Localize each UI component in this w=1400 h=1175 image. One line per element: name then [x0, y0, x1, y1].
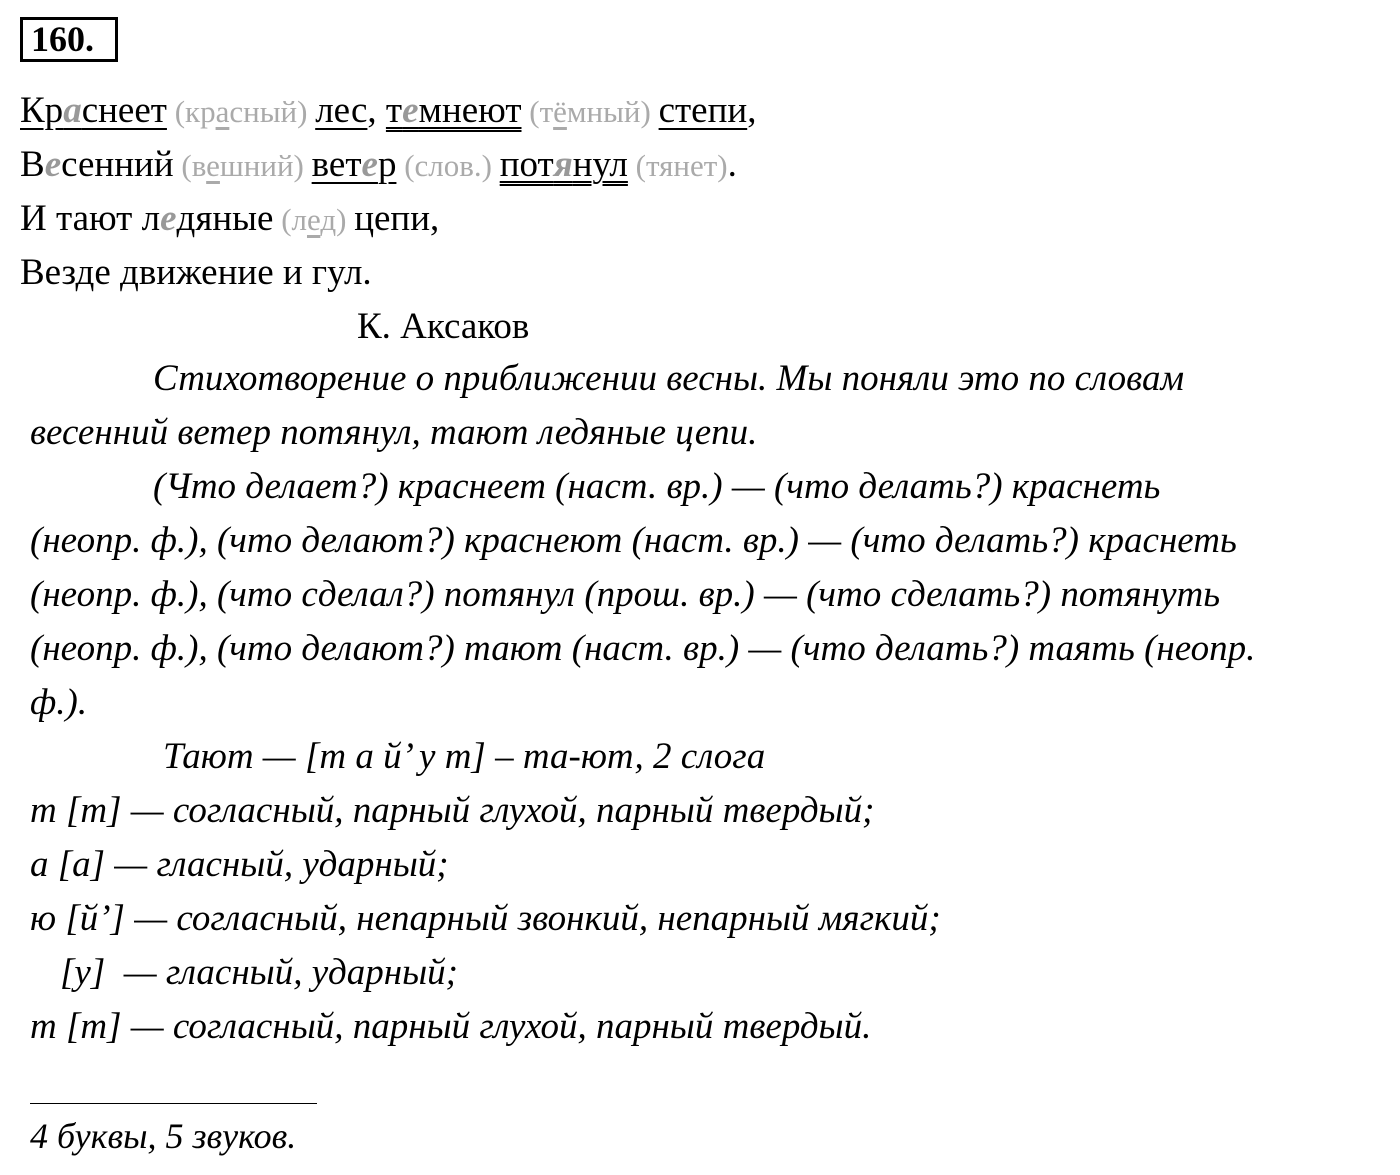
- punct: ,: [747, 90, 757, 131]
- sound-analysis-1: т [т] — согласный, парный глухой, парный твердый;: [30, 790, 875, 831]
- word-veter: ветер: [311, 144, 397, 185]
- separator: ,: [367, 90, 386, 131]
- punct: .: [727, 144, 737, 185]
- word-les: лес: [315, 90, 368, 131]
- word-potyanul: потянул: [499, 144, 628, 185]
- hint-krasny: (красный): [166, 94, 316, 129]
- poem-line-4: Везде движение и гул.: [20, 252, 372, 293]
- phonetic-transcription: Тают — [т а й’ у т] – та-ют, 2 слога: [163, 736, 766, 777]
- hint-temny: (тёмный): [521, 94, 659, 129]
- sound-analysis-2: а [а] — гласный, ударный;: [30, 844, 449, 885]
- footnote-divider: [30, 1103, 317, 1104]
- exercise-number: 160.: [20, 17, 118, 62]
- answer-paragraph-2-line-4: (неопр. ф.), (что делают?) тают (наст. вр.) — (что делать?) таять (неопр.: [30, 628, 1256, 669]
- sound-analysis-4: [у] — гласный, ударный;: [60, 952, 459, 993]
- sound-analysis-3: ю [й’] — согласный, непарный звонкий, непарный мягкий;: [30, 898, 941, 939]
- answer-paragraph-2-line-1: (Что делает?) краснеет (наст. вр.) — (что делать?) краснеть: [153, 466, 1161, 507]
- word-stepi: степи: [658, 90, 748, 131]
- poem-line-1: [20, 92, 756, 129]
- poem-line-3: И тают ледяные (лед) цепи,: [20, 198, 440, 239]
- word-vesenny: Весенний: [20, 144, 174, 185]
- answer-paragraph-2-line-5: ф.).: [30, 682, 88, 723]
- hint-slov: (слов.): [396, 148, 500, 183]
- hint-led: (лед): [273, 202, 355, 237]
- answer-paragraph-2-line-2: (неопр. ф.), (что делают?) краснеют (наст. вр.) — (что делать?) краснеть: [30, 520, 1237, 561]
- word-temneyut: темнеют: [385, 90, 522, 131]
- sound-analysis-5: т [т] — согласный, парный глухой, парный твердый.: [30, 1006, 872, 1047]
- poem-author: К. Аксаков: [357, 306, 530, 347]
- answer-paragraph-2-line-3: (неопр. ф.), (что сделал?) потянул (прош. вр.) — (что сделать?) потянуть: [30, 574, 1221, 615]
- answer-paragraph-1-line-1: Стихотворение о приближении весны. Мы поняли это по словам: [153, 358, 1185, 399]
- word-krasneet: Краснеет: [20, 90, 167, 131]
- footnote: 4 буквы, 5 звуков.: [30, 1116, 297, 1156]
- poem-line-2: [20, 146, 737, 183]
- hint-tyanet: (тянет): [627, 148, 728, 183]
- answer-paragraph-1-line-2: весенний ветер потянул, тают ледяные цепи.: [30, 412, 758, 453]
- hint-veshny: (вешний): [173, 148, 312, 183]
